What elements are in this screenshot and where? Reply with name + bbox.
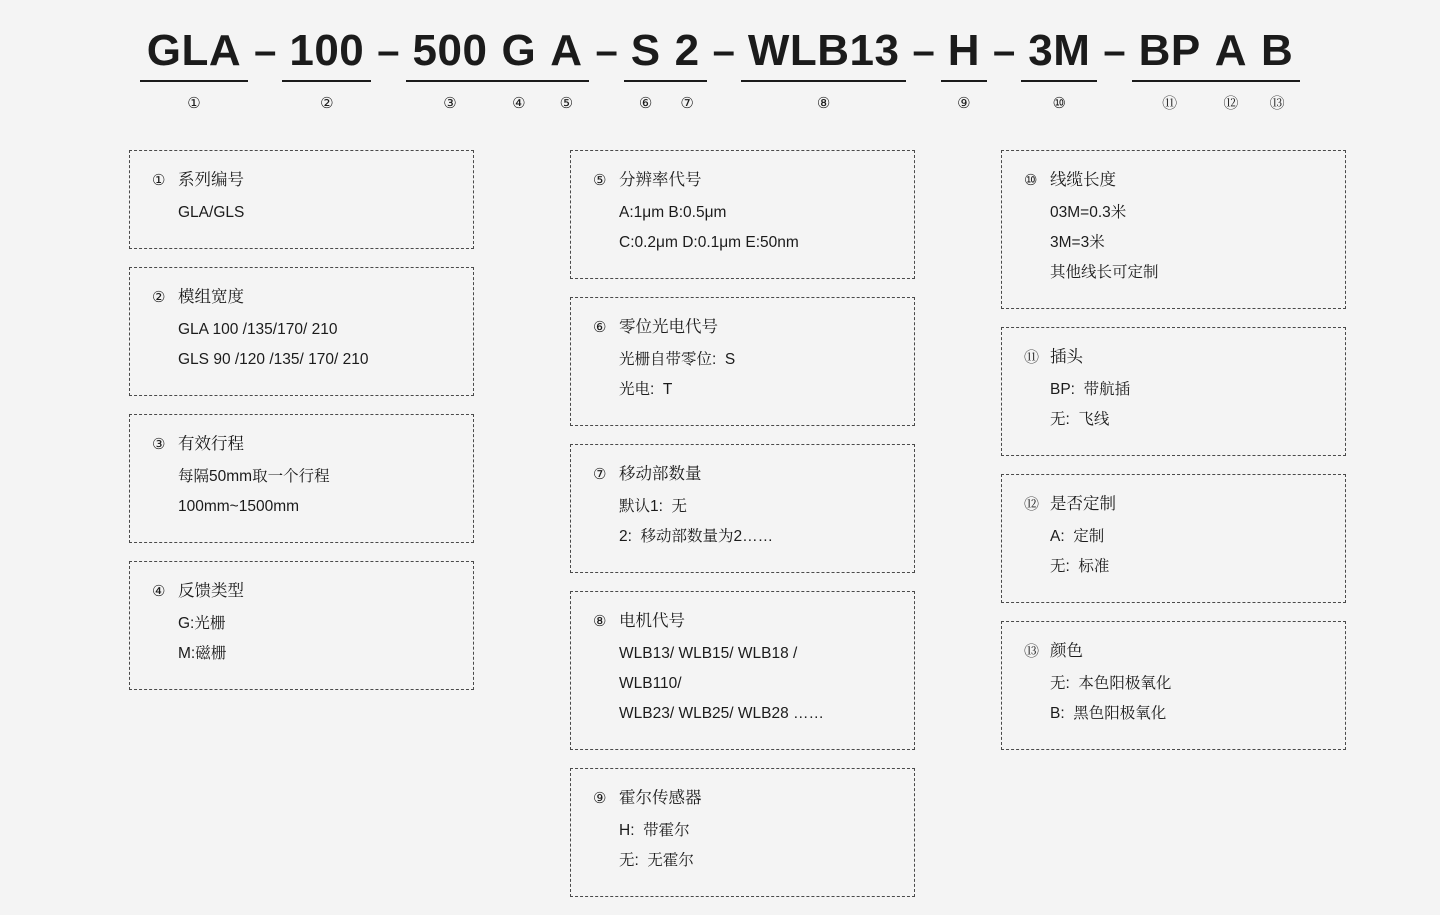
legend-card-lines <box>152 462 451 522</box>
code-index-marker: ⑥ <box>638 95 653 112</box>
legend-card-line: BP: 带航插 <box>1050 381 1131 398</box>
code-token: 3M <box>1021 26 1097 82</box>
legend-card-header <box>152 580 451 603</box>
code-separator: – <box>992 29 1016 73</box>
legend-card-header <box>1024 640 1323 663</box>
legend-card-lines <box>152 198 451 228</box>
code-segment <box>494 26 543 113</box>
legend-card <box>129 414 474 543</box>
legend-card-line: M:磁栅 <box>178 645 227 662</box>
legend-card-index: ③ <box>152 436 166 453</box>
code-index-marker: ⑫ <box>1223 95 1239 112</box>
code-token-row <box>282 26 371 82</box>
legend-card <box>129 150 474 249</box>
code-token: 100 <box>282 26 371 82</box>
legend-card <box>1001 327 1346 456</box>
legend-card <box>1001 150 1346 309</box>
code-segment <box>941 26 987 113</box>
code-token-row <box>1021 26 1097 82</box>
legend-card-title: 模组宽度 <box>178 288 244 306</box>
legend-card-index: ⑨ <box>593 790 607 807</box>
code-index-marker: ③ <box>443 95 457 112</box>
code-index-marker: ⑬ <box>1269 95 1285 112</box>
legend-card-header <box>152 169 451 192</box>
legend-card <box>570 768 915 897</box>
code-separator: – <box>377 29 400 73</box>
code-segment <box>406 26 495 113</box>
legend-card-index: ④ <box>152 583 166 600</box>
legend-card <box>570 297 915 426</box>
code-separator: – <box>254 29 277 73</box>
code-token: B <box>1254 26 1300 82</box>
legend-card-header <box>152 433 451 456</box>
legend-card-line: WLB110/ <box>619 675 682 692</box>
code-token-row <box>1132 26 1208 82</box>
legend-card-line: 光电: T <box>619 381 673 398</box>
legend-card-line: A:1μm B:0.5μm <box>619 204 727 221</box>
legend-card-title: 系列编号 <box>178 171 244 189</box>
legend-card-title: 有效行程 <box>178 435 244 453</box>
legend-column <box>570 150 915 915</box>
code-index-marker: ④ <box>512 95 526 112</box>
legend-card-line: 100mm~1500mm <box>178 498 300 515</box>
legend-card-header <box>593 463 892 486</box>
code-segment <box>1254 26 1300 113</box>
code-token-row <box>1254 26 1300 82</box>
legend-card-line: B: 黑色阳极氧化 <box>1050 705 1167 722</box>
legend-card-title: 分辨率代号 <box>619 171 702 189</box>
legend-card-title: 移动部数量 <box>619 465 702 483</box>
code-segment <box>624 26 668 113</box>
code-index-marker: ⑪ <box>1162 95 1178 112</box>
legend-card-line: 光栅自带零位: S <box>619 351 736 368</box>
code-segment <box>1021 26 1097 113</box>
legend-card-line: 无: 标准 <box>1050 558 1110 575</box>
legend-card-header <box>593 169 892 192</box>
legend-card-lines <box>593 639 892 729</box>
legend-card-index: ① <box>152 172 166 189</box>
code-token-row <box>406 26 495 82</box>
code-token-row <box>741 26 907 82</box>
legend-card-line: C:0.2μm D:0.1μm E:50nm <box>619 234 799 251</box>
code-token-row <box>624 26 668 82</box>
legend-card-index: ⑩ <box>1024 172 1038 189</box>
legend-card-line: 无: 无霍尔 <box>619 852 694 869</box>
code-segment <box>282 26 371 113</box>
legend-card-index: ② <box>152 289 166 306</box>
legend-card-lines <box>1024 198 1323 288</box>
code-separator: – <box>1103 29 1126 73</box>
legend-card-line: 其他线长可定制 <box>1050 264 1159 281</box>
legend-card-header <box>1024 493 1323 516</box>
legend-card <box>129 267 474 396</box>
legend-card-line: GLA 100 /135/170/ 210 <box>178 321 338 338</box>
code-index-marker: ⑦ <box>680 95 694 112</box>
legend-card-title: 是否定制 <box>1050 495 1116 513</box>
legend-card-line: WLB13/ WLB15/ WLB18 / <box>619 645 798 662</box>
code-token: S <box>624 26 668 82</box>
code-separator: – <box>712 29 735 73</box>
legend-card-lines <box>593 198 892 258</box>
legend-card-line: 3M=3米 <box>1050 234 1105 251</box>
legend-card-lines <box>593 816 892 876</box>
code-index-marker: ⑤ <box>559 95 574 112</box>
code-segment <box>140 26 248 113</box>
legend-card <box>1001 621 1346 750</box>
legend-card-lines <box>593 345 892 405</box>
legend-column <box>1001 150 1346 768</box>
legend-card-index: ⑤ <box>593 172 607 189</box>
legend-card-index: ⑬ <box>1024 643 1040 660</box>
legend-columns <box>0 150 1440 915</box>
legend-card-lines <box>1024 669 1323 729</box>
legend-card-index: ⑥ <box>593 319 607 336</box>
legend-card-title: 颜色 <box>1050 642 1083 660</box>
legend-card <box>1001 474 1346 603</box>
code-segment <box>1208 26 1254 113</box>
code-token-row <box>1208 26 1254 82</box>
legend-card-header <box>593 316 892 339</box>
legend-card-title: 反馈类型 <box>178 582 244 600</box>
legend-card-line: 2: 移动部数量为2…… <box>619 528 774 545</box>
code-separator: – <box>912 29 935 73</box>
code-token-row <box>941 26 987 82</box>
legend-card-line: H: 带霍尔 <box>619 822 690 839</box>
code-token: BP <box>1132 26 1208 82</box>
legend-card-lines <box>152 609 451 669</box>
legend-card-index: ⑪ <box>1024 349 1040 366</box>
code-token: 2 <box>668 26 707 82</box>
legend-card <box>570 444 915 573</box>
code-token-row <box>668 26 707 82</box>
legend-card-lines <box>593 492 892 552</box>
legend-card-line: WLB23/ WLB25/ WLB28 …… <box>619 705 825 722</box>
code-token: 500 <box>406 26 495 82</box>
code-token-row <box>140 26 248 82</box>
legend-card-lines <box>1024 375 1323 435</box>
code-token-row <box>494 26 543 82</box>
code-token: A <box>1208 26 1254 82</box>
code-segment <box>543 26 589 113</box>
legend-card-line: 无: 本色阳极氧化 <box>1050 675 1172 692</box>
legend-card-header <box>152 286 451 309</box>
code-index-marker: ⑧ <box>816 95 831 112</box>
legend-card-lines <box>1024 522 1323 582</box>
code-index-marker: ⑩ <box>1052 95 1066 112</box>
legend-card-title: 霍尔传感器 <box>619 789 702 807</box>
code-separator: – <box>595 29 618 73</box>
legend-card-line: A: 定制 <box>1050 528 1105 545</box>
legend-column <box>129 150 474 708</box>
code-segment <box>668 26 707 113</box>
code-index-marker: ⑨ <box>957 95 971 112</box>
legend-card-header <box>593 787 892 810</box>
legend-card-line: 无: 飞线 <box>1050 411 1110 428</box>
code-token: H <box>941 26 987 82</box>
code-segment <box>1132 26 1208 113</box>
code-token: G <box>494 26 543 82</box>
legend-card-header <box>1024 346 1323 369</box>
code-segment <box>741 26 907 113</box>
legend-card-index: ⑦ <box>593 466 607 483</box>
legend-card-line: 默认1: 无 <box>619 498 688 515</box>
legend-card-title: 插头 <box>1050 348 1083 366</box>
legend-card-title: 零位光电代号 <box>619 318 718 336</box>
code-token: WLB13 <box>741 26 907 82</box>
legend-card-line: GLS 90 /120 /135/ 170/ 210 <box>178 351 369 368</box>
legend-card-line: G:光栅 <box>178 615 226 632</box>
code-token-row <box>543 26 589 82</box>
legend-card <box>129 561 474 690</box>
product-code-line <box>0 26 1440 113</box>
legend-card-line: GLA/GLS <box>178 204 245 221</box>
legend-card-line: 03M=0.3米 <box>1050 204 1127 221</box>
legend-card-header <box>593 610 892 633</box>
legend-card-index: ⑫ <box>1024 496 1040 513</box>
code-index-marker: ② <box>320 95 334 112</box>
legend-card <box>570 591 915 750</box>
code-index-marker: ① <box>187 95 201 112</box>
legend-card <box>570 150 915 279</box>
legend-card-lines <box>152 315 451 375</box>
legend-card-line: 每隔50mm取一个行程 <box>178 468 330 485</box>
code-token: GLA <box>140 26 248 82</box>
code-token: A <box>543 26 589 82</box>
legend-card-title: 电机代号 <box>619 612 685 630</box>
legend-card-title: 线缆长度 <box>1050 171 1116 189</box>
legend-card-header <box>1024 169 1323 192</box>
legend-card-index: ⑧ <box>593 613 607 630</box>
